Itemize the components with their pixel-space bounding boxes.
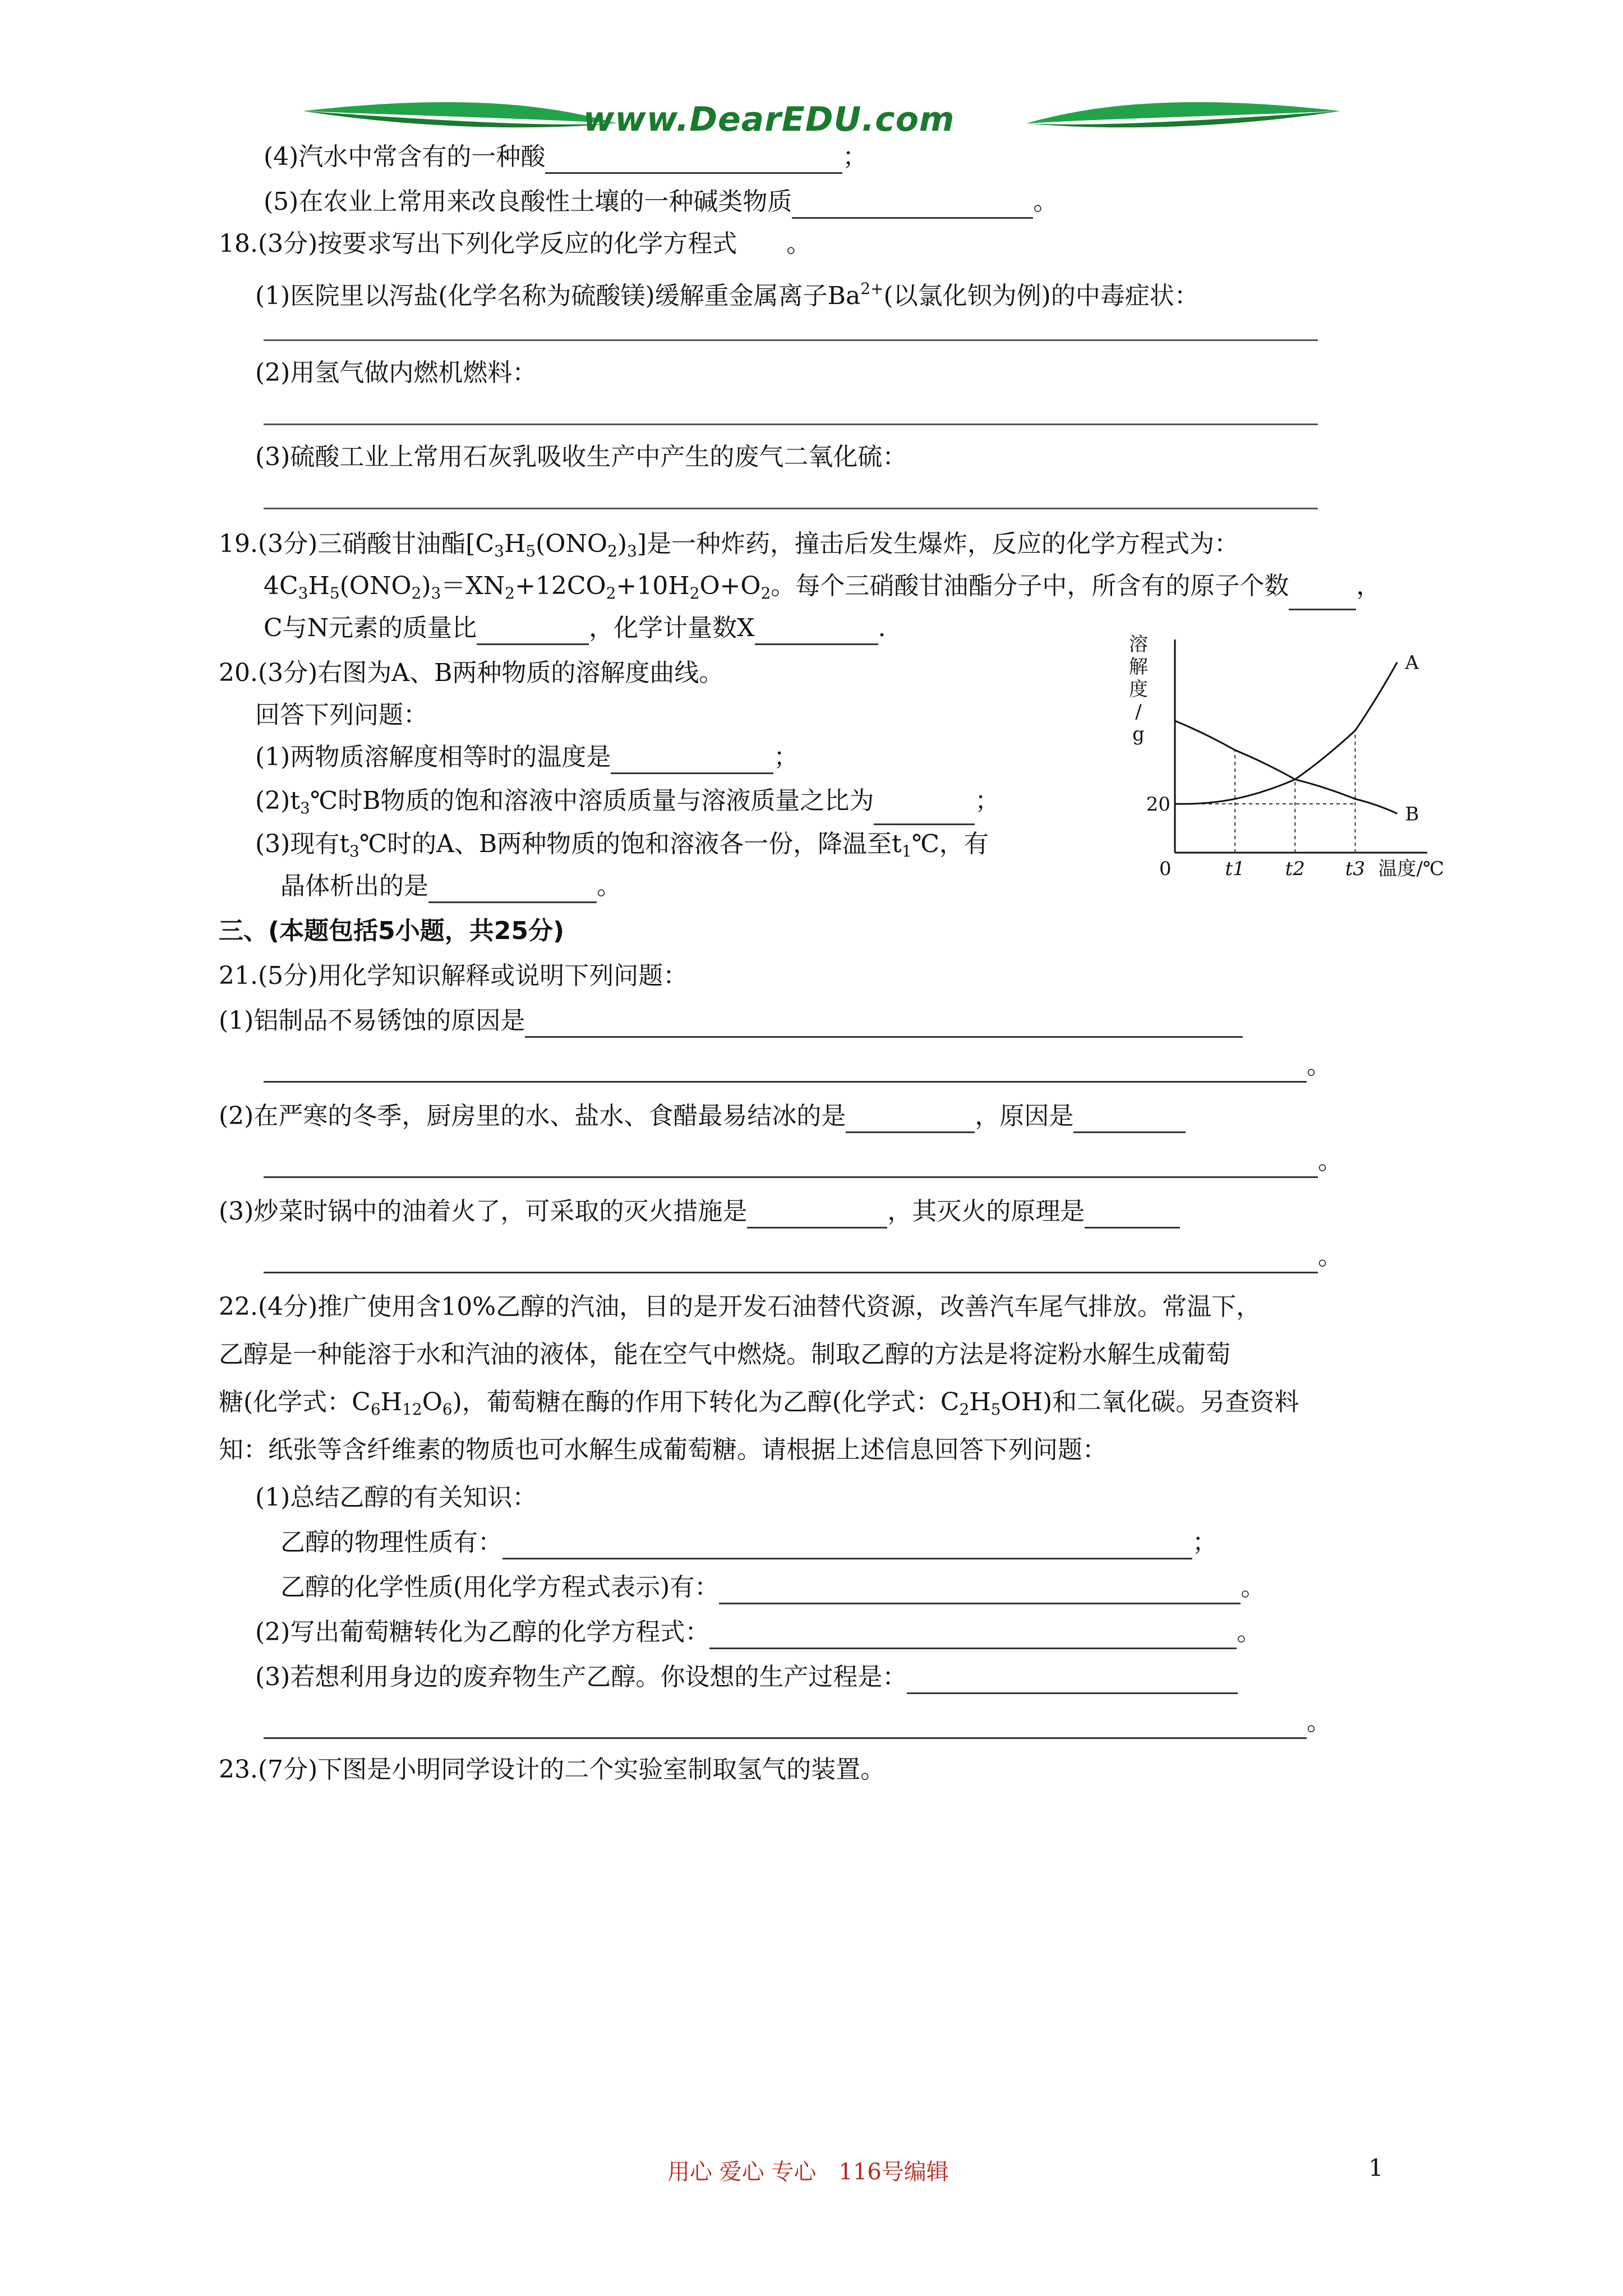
solubility-curve-chart xyxy=(1122,628,1453,892)
answer-blank[interactable] xyxy=(1073,1106,1186,1133)
answer-blank[interactable] xyxy=(502,1532,1192,1559)
answer-blank[interactable] xyxy=(792,191,1033,219)
series-label-B: B xyxy=(1405,803,1419,826)
q18-title: 18.(3分)按要求写出下列化学反应的化学方程式 。 xyxy=(219,229,811,258)
y-axis-label: 度 xyxy=(1129,678,1148,701)
q20-item3: (3)现有$t_3℃$时的A、B两种物质的饱和溶液各一份，降温至$t_1℃$，有 xyxy=(255,830,989,861)
q22-item3: (3)若想利用身边的废弃物生产乙醇。你设想的生产过程是： xyxy=(255,1660,1238,1694)
q22-line2: 乙醇是一种能溶于水和汽油的液体，能在空气中燃烧。制取乙醇的方法是将淀粉水解生成葡萄 xyxy=(219,1340,1230,1369)
answer-blank[interactable] xyxy=(907,1667,1238,1694)
q21-item1: (1)铝制品不易锈蚀的原因是 xyxy=(219,1004,1243,1038)
header-logo-text: www.DearEDU.com xyxy=(583,100,955,139)
answer-blank[interactable] xyxy=(525,1010,1243,1038)
answer-blank[interactable] xyxy=(709,1622,1237,1649)
q22-line4: 知：纸张等含纤维素的物质也可水解生成葡萄糖。请根据上述信息回答下列问题： xyxy=(219,1435,1107,1464)
q17-item4: (4)汽水中常含有的一种酸 ； xyxy=(264,140,867,174)
answer-line[interactable] xyxy=(264,424,1318,425)
answer-blank[interactable] xyxy=(264,1055,1307,1083)
q22-item1: (1)总结乙醇的有关知识： xyxy=(255,1483,537,1512)
answer-blank[interactable] xyxy=(264,1246,1318,1273)
q22-line3: 糖(化学式：$C_6H_{12}O_6$)，葡萄糖在酶的作用下转化为乙醇(化学式：$C_2H_5OH$)和二氧化碳。另查资料 xyxy=(219,1388,1299,1419)
y-axis-label: g xyxy=(1132,723,1145,746)
answer-line[interactable] xyxy=(264,508,1318,509)
q21-title: 21.(5分)用化学知识解释或说明下列问题： xyxy=(219,961,688,990)
footer-editor-note: 用心 爱心 专心 116号编辑 xyxy=(667,2159,949,2185)
answer-blank[interactable] xyxy=(264,1151,1318,1178)
q21-item2: (2)在严寒的冬季，厨房里的水、盐水、食醋最易结冰的是 ，原因是 xyxy=(219,1099,1186,1133)
answer-blank[interactable] xyxy=(477,618,589,645)
answer-blank[interactable] xyxy=(846,1106,975,1133)
q18-item1: (1)医院里以泻盐(化学名称为硫酸镁)缓解重金属离子$Ba^{2+}$(以氯化钡为例)的中毒症状： xyxy=(255,279,1199,310)
q22-item2: (2)写出葡萄糖转化为乙醇的化学方程式： 。 xyxy=(255,1616,1261,1649)
q20-title: 20.(3分)右图为A、B两种物质的溶解度曲线。 xyxy=(219,659,724,687)
q19-title: 19.(3分)三硝酸甘油酯$[C_3H_5(ONO_2)_3]$是一种炸药，撞击后发生爆炸，反应的化学方程式为： xyxy=(219,530,1239,560)
section-3-heading: 三、(本题包括5小题，共25分) xyxy=(219,917,565,945)
q21-item3: (3)炒菜时锅中的油着火了，可采取的灭火措施是 ，其灭火的原理是 xyxy=(219,1195,1180,1228)
q22-physical: 乙醇的物理性质有： ； xyxy=(280,1526,1217,1559)
answer-line[interactable] xyxy=(264,339,1318,341)
y-tick-label: 20 xyxy=(1146,793,1170,816)
q19-line3: C与N元素的质量比 ，化学计量数X . xyxy=(264,611,886,645)
q20-item1: (1)两物质溶解度相等时的温度是 ； xyxy=(255,740,798,774)
y-axis-label: 溶 xyxy=(1129,633,1148,656)
x-tick-label: t3 xyxy=(1345,858,1366,880)
origin-label: 0 xyxy=(1159,858,1172,880)
q18-item3: (3)硫酸工业上常用石灰乳吸收生产中产生的废气二氧化硫： xyxy=(255,443,907,471)
answer-blank[interactable] xyxy=(755,618,878,645)
q18-item2: (2)用氢气做内燃机燃料： xyxy=(255,358,537,387)
y-axis-label: 解 xyxy=(1129,656,1148,678)
series-curve-B xyxy=(1175,721,1397,813)
y-axis-label: / xyxy=(1135,701,1142,723)
answer-blank[interactable] xyxy=(719,1577,1241,1604)
answer-blank[interactable] xyxy=(1289,583,1356,610)
q19-equation: $4C_3H_5(ONO_2)_3=XN_2+12CO_2+10H_2O+O_2$。每个三硝酸甘油酯分子中，所含有的原子个数 ， xyxy=(264,569,1381,610)
q21-item2-cont: 。 xyxy=(264,1144,1343,1178)
q21-item1-cont: 。 xyxy=(264,1049,1331,1083)
q17-item5: (5)在农业上常用来改良酸性土壤的一种碱类物质 。 xyxy=(264,185,1058,219)
x-tick-label: t2 xyxy=(1285,858,1305,880)
x-tick-label: t1 xyxy=(1225,858,1245,880)
answer-blank[interactable] xyxy=(545,146,842,174)
q20-item2: $(2)t_3℃$时B物质的饱和溶液中溶质质量与溶液质量之比为 ； xyxy=(255,784,999,825)
x-axis-label: 温度/℃ xyxy=(1378,858,1444,880)
q20-item3-cont: 晶体析出的是 。 xyxy=(280,869,621,903)
q23-title: 23.(7分)下图是小明同学设计的二个实验室制取氢气的装置。 xyxy=(219,1755,886,1784)
q20-prompt: 回答下列问题： xyxy=(255,701,428,729)
q21-item3-cont: 。 xyxy=(264,1240,1343,1273)
answer-blank[interactable] xyxy=(264,1711,1307,1739)
series-curve-A xyxy=(1175,662,1397,804)
answer-blank[interactable] xyxy=(874,798,975,825)
q22-item3-cont: 。 xyxy=(264,1705,1331,1739)
answer-blank[interactable] xyxy=(747,1201,887,1228)
q22-line1: 22.(4分)推广使用含10%乙醇的汽油，目的是开发石油替代资源，改善汽车尾气排放。常温下， xyxy=(219,1292,1261,1321)
answer-blank[interactable] xyxy=(428,876,597,903)
answer-blank[interactable] xyxy=(611,747,773,774)
answer-blank[interactable] xyxy=(1085,1201,1180,1228)
page-number: 1 xyxy=(1368,2154,1384,2182)
q22-chemical: 乙醇的化学性质(用化学方程式表示)有： 。 xyxy=(280,1571,1265,1604)
series-label-A: A xyxy=(1405,651,1419,674)
